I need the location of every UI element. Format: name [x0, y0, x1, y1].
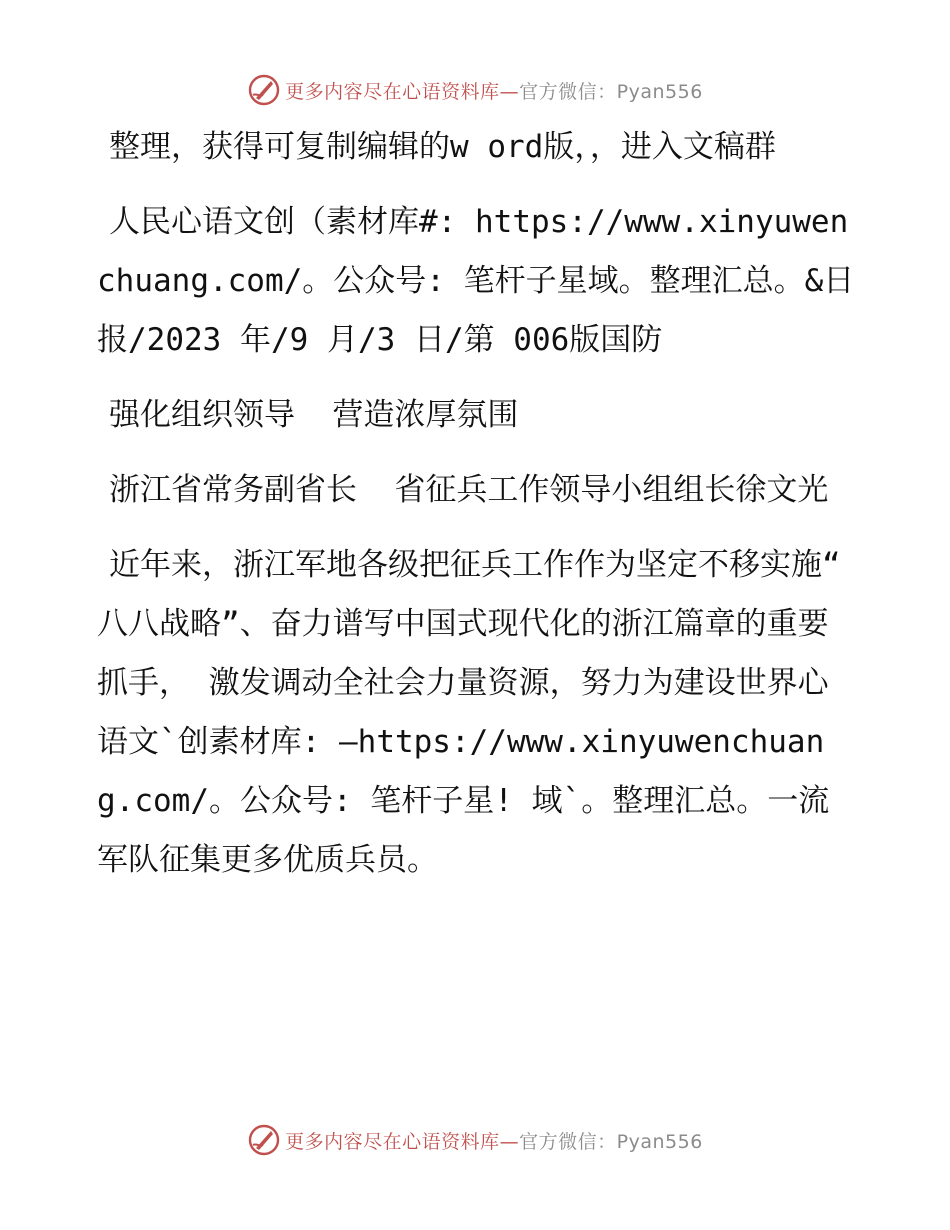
article-paragraph: 近年来，浙江军地各级把征兵工作作为坚定不移实施“ 八八战略”、奋力谱写中国式现代化的浙江篇章的重要抓手， 激发调动全社会力量资源，努力为建设世界心语文`创素材库: —https://www.xinyuwenchuang.com/。公众号: 笔杆子星! 域`。整理汇总。一流军队征集更多优质兵员。	[97, 547, 860, 878]
header-banner-gray: 官方微信：Pyan556	[519, 80, 703, 103]
quill-pen-logo-icon	[247, 1123, 281, 1157]
article-byline: 浙江省常务副省长 省征兵工作领导小组组长徐文光	[109, 472, 829, 508]
document-body	[97, 118, 860, 906]
paragraph-source: 人民心语文创（素材库#: https://www.xinyuwenchuang.com/。公众号: 笔杆子星域。整理汇总。&日报/2023 年/9 月/3 日/第 006版国防	[97, 204, 855, 358]
footer-banner	[0, 1120, 950, 1160]
header-banner	[0, 70, 950, 110]
footer-banner-text	[285, 1127, 703, 1154]
article-title: 强化组织领导 营造浓厚氛围	[109, 397, 519, 433]
paragraph-intro: 整理，获得可复制编辑的w ord版，，进入文稿群	[109, 129, 776, 165]
footer-banner-gray: 官方微信：Pyan556	[519, 1130, 703, 1153]
quill-pen-logo-icon	[247, 73, 281, 107]
header-banner-red: 更多内容尽在心语资料库—	[285, 80, 520, 103]
footer-banner-red: 更多内容尽在心语资料库—	[285, 1130, 520, 1153]
header-banner-text	[285, 77, 703, 104]
